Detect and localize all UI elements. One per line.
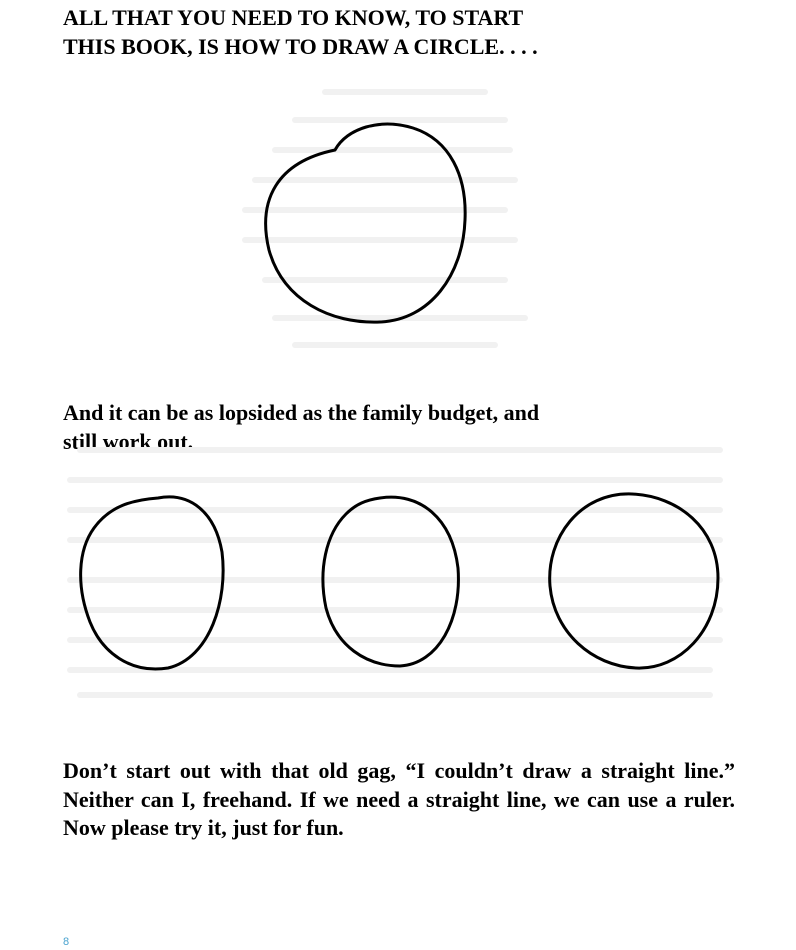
heading-line-1: ALL THAT YOU NEED TO KNOW, TO START <box>63 5 524 30</box>
single-circle-figure <box>235 80 565 370</box>
circle-stroke <box>266 124 465 322</box>
lopsided-line-1: And it can be as lopsided as the family budget, and <box>63 400 540 425</box>
bleed-through-texture <box>245 92 525 345</box>
gag-paragraph: Don’t start out with that old gag, “I couldn’t draw a straight line.” Neither can I, freehand. If we need a straight line, we can use a ruler. Now please try it, just for fun. <box>63 758 735 840</box>
lopsided-line-2: still work out. <box>63 428 194 454</box>
page-number: 8 <box>63 936 70 948</box>
hand-drawn-lopsided-circles-icon <box>60 430 740 710</box>
heading-line-2: THIS BOOK, IS HOW TO DRAW A CIRCLE. . . . <box>63 33 538 59</box>
page-heading <box>63 4 703 61</box>
bleed-through-texture <box>70 450 720 695</box>
lopsided-circles-figure <box>60 430 740 710</box>
hand-drawn-circle-icon <box>235 80 565 370</box>
